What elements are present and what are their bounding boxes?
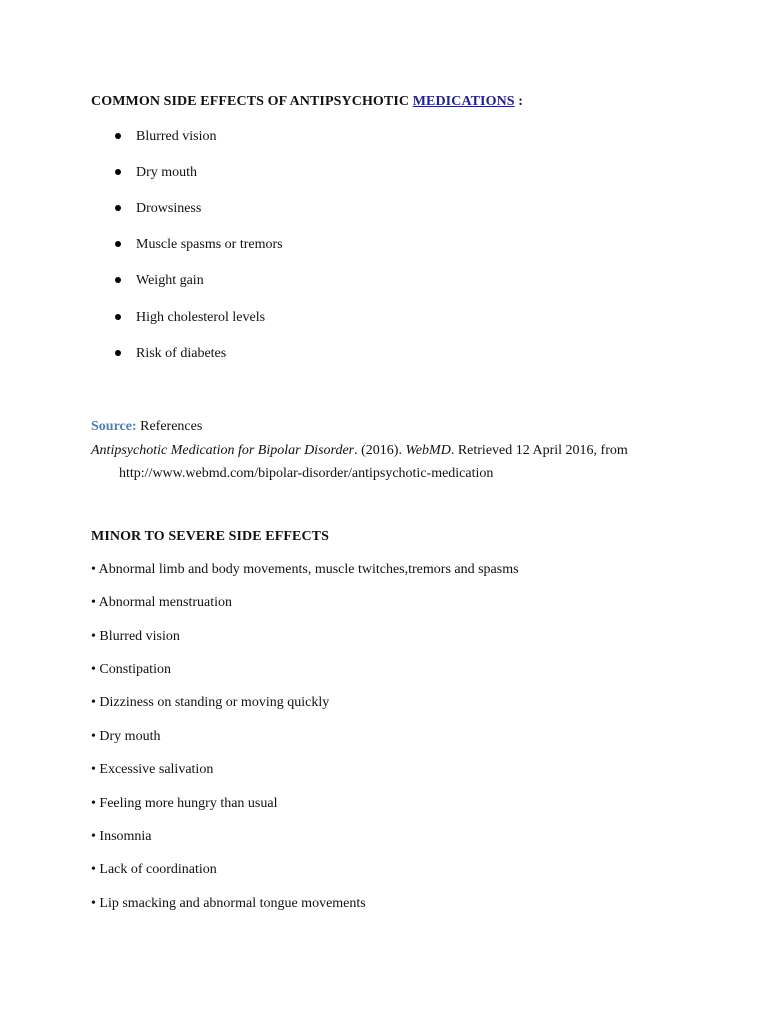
reference-title: Antipsychotic Medication for Bipolar Disorder	[91, 443, 355, 458]
list-item: • Insomnia	[91, 829, 152, 844]
list-item: • Feeling more hungry than usual	[91, 796, 278, 811]
heading-minor-severe: MINOR TO SEVERE SIDE EFFECTS	[91, 529, 330, 544]
bullet-icon	[115, 314, 121, 320]
list-item: • Dizziness on standing or moving quickly	[91, 695, 330, 710]
list-item: Blurred vision	[115, 129, 217, 145]
source-text: References	[136, 419, 203, 434]
reference-publisher: WebMD	[405, 443, 451, 458]
bullet-icon	[115, 133, 121, 139]
list-item: High cholesterol levels	[115, 310, 265, 326]
list-item: • Blurred vision	[91, 629, 180, 644]
heading-suffix: :	[514, 94, 524, 109]
list-item: Muscle spasms or tremors	[115, 237, 283, 253]
bullet-icon	[115, 205, 121, 211]
list-item: Dry mouth	[115, 165, 197, 181]
bullet-icon	[115, 277, 121, 283]
reference-citation	[91, 443, 628, 459]
source-line	[91, 419, 202, 435]
medications-link[interactable]: MEDICATIONS	[412, 94, 515, 109]
reference-retrieved: . Retrieved 12 April 2016, from	[450, 443, 628, 458]
list-item: Weight gain	[115, 273, 204, 289]
list-item: • Constipation	[91, 662, 171, 677]
list-item: • Dry mouth	[91, 729, 161, 744]
list-item: • Abnormal menstruation	[91, 595, 232, 610]
heading-common-side-effects	[91, 94, 523, 110]
source-label: Source:	[91, 419, 137, 434]
bullet-icon	[115, 241, 121, 247]
reference-url: http://www.webmd.com/bipolar-disorder/antipsychotic-medication	[119, 466, 494, 481]
list-item: • Lip smacking and abnormal tongue movements	[91, 896, 366, 911]
list-item: • Excessive salivation	[91, 762, 214, 777]
bullet-icon	[115, 350, 121, 356]
list-item: • Lack of coordination	[91, 862, 217, 877]
list-item: Drowsiness	[115, 201, 201, 217]
heading-prefix: COMMON SIDE EFFECTS OF ANTIPSYCHOTIC	[91, 94, 413, 109]
list-item: • Abnormal limb and body movements, muscle twitches,tremors and spasms	[91, 562, 519, 577]
list-item: Risk of diabetes	[115, 346, 226, 362]
bullet-icon	[115, 169, 121, 175]
reference-year: . (2016).	[354, 443, 406, 458]
